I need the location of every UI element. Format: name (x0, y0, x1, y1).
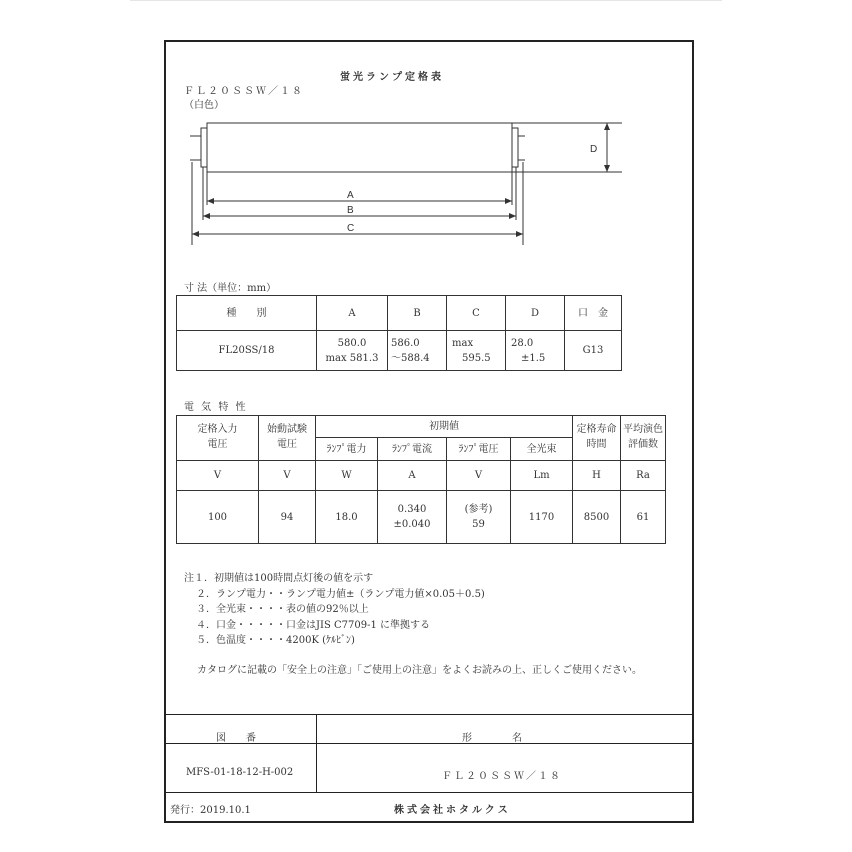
col-d: D (506, 296, 565, 331)
drawing-no-label: 図 番 (216, 733, 256, 744)
color-name: （白色） (184, 100, 224, 111)
values-row: 100 94 18.0 0.340 ±0.040 (参考) 59 1170 8500 61 (177, 491, 666, 544)
footer-line (164, 714, 692, 715)
footer-divider (316, 714, 317, 793)
lamp-drawing (0, 0, 852, 260)
issued-date: 発行：2019.10.1 (170, 805, 251, 816)
dim-label-a: A (347, 190, 354, 201)
col-c: C (447, 296, 506, 331)
model-label: 形 名 (462, 733, 522, 744)
drawing-no: MFS-01-18-12-H-002 (186, 767, 294, 778)
dimensions-table (176, 295, 622, 371)
note-3: ３．全光束・・・・表の値の92％以上 (196, 604, 369, 615)
col-type: 種 別 (177, 296, 317, 331)
page-title: 蛍光ランプ定格表 (340, 72, 444, 83)
caution-text: カタログに記載の「安全上の注意」「ご使用上の注意」をよくお読みの上、正しくご使用ください。 (197, 665, 642, 676)
electrical-table: 定格入力 電圧 始動試験 電圧 初期値 定格寿命 時間 平均演色 評価数 ﾗﾝﾌﾟ電力 ﾗﾝﾌﾟ電流 ﾗﾝﾌﾟ電圧 全光束 V V W A V Lm H Ra 100 94 18.0 0.340 ±0.040 (参考) 59 1170 8500 61 (176, 415, 666, 544)
table-row: FL20SS/18 580.0 max 581.3 586.0 ～588.4 max 595.5 28.0 ±1.5 G13 (177, 331, 622, 371)
model-name: ＦＬ２０ＳＳＷ／１８ (184, 86, 304, 97)
col-base: 口 金 (565, 296, 622, 331)
note-1: 注１．初期値は100時間点灯後の値を示す (184, 573, 374, 584)
dim-label-d: D (590, 144, 598, 155)
units-row: V V W A V Lm H Ra (177, 461, 666, 491)
dimensions-heading: 寸 法（単位：mm） (184, 283, 277, 294)
note-2: ２．ランプ電力・・ランプ電力値±（ランプ電力値×0.05＋0.5) (196, 588, 485, 600)
electrical-heading: 電 気 特 性 (184, 402, 248, 413)
notes (184, 571, 485, 649)
dim-label-b: B (347, 205, 354, 216)
note-5: ５．色温度・・・・4200K (ｹﾙﾋﾞﾝ) (196, 635, 355, 646)
col-b: B (388, 296, 447, 331)
lamp-tube (207, 123, 512, 172)
footer-model: ＦＬ２０ＳＳＷ／１８ (442, 771, 562, 782)
col-a: A (317, 296, 388, 331)
dim-label-c: C (347, 223, 355, 234)
footer-line (164, 792, 692, 793)
company-name: 株式会社ホタルクス (394, 805, 511, 816)
note-4: ４．口金・・・・・口金はJIS C7709-1 に準拠する (196, 619, 431, 631)
